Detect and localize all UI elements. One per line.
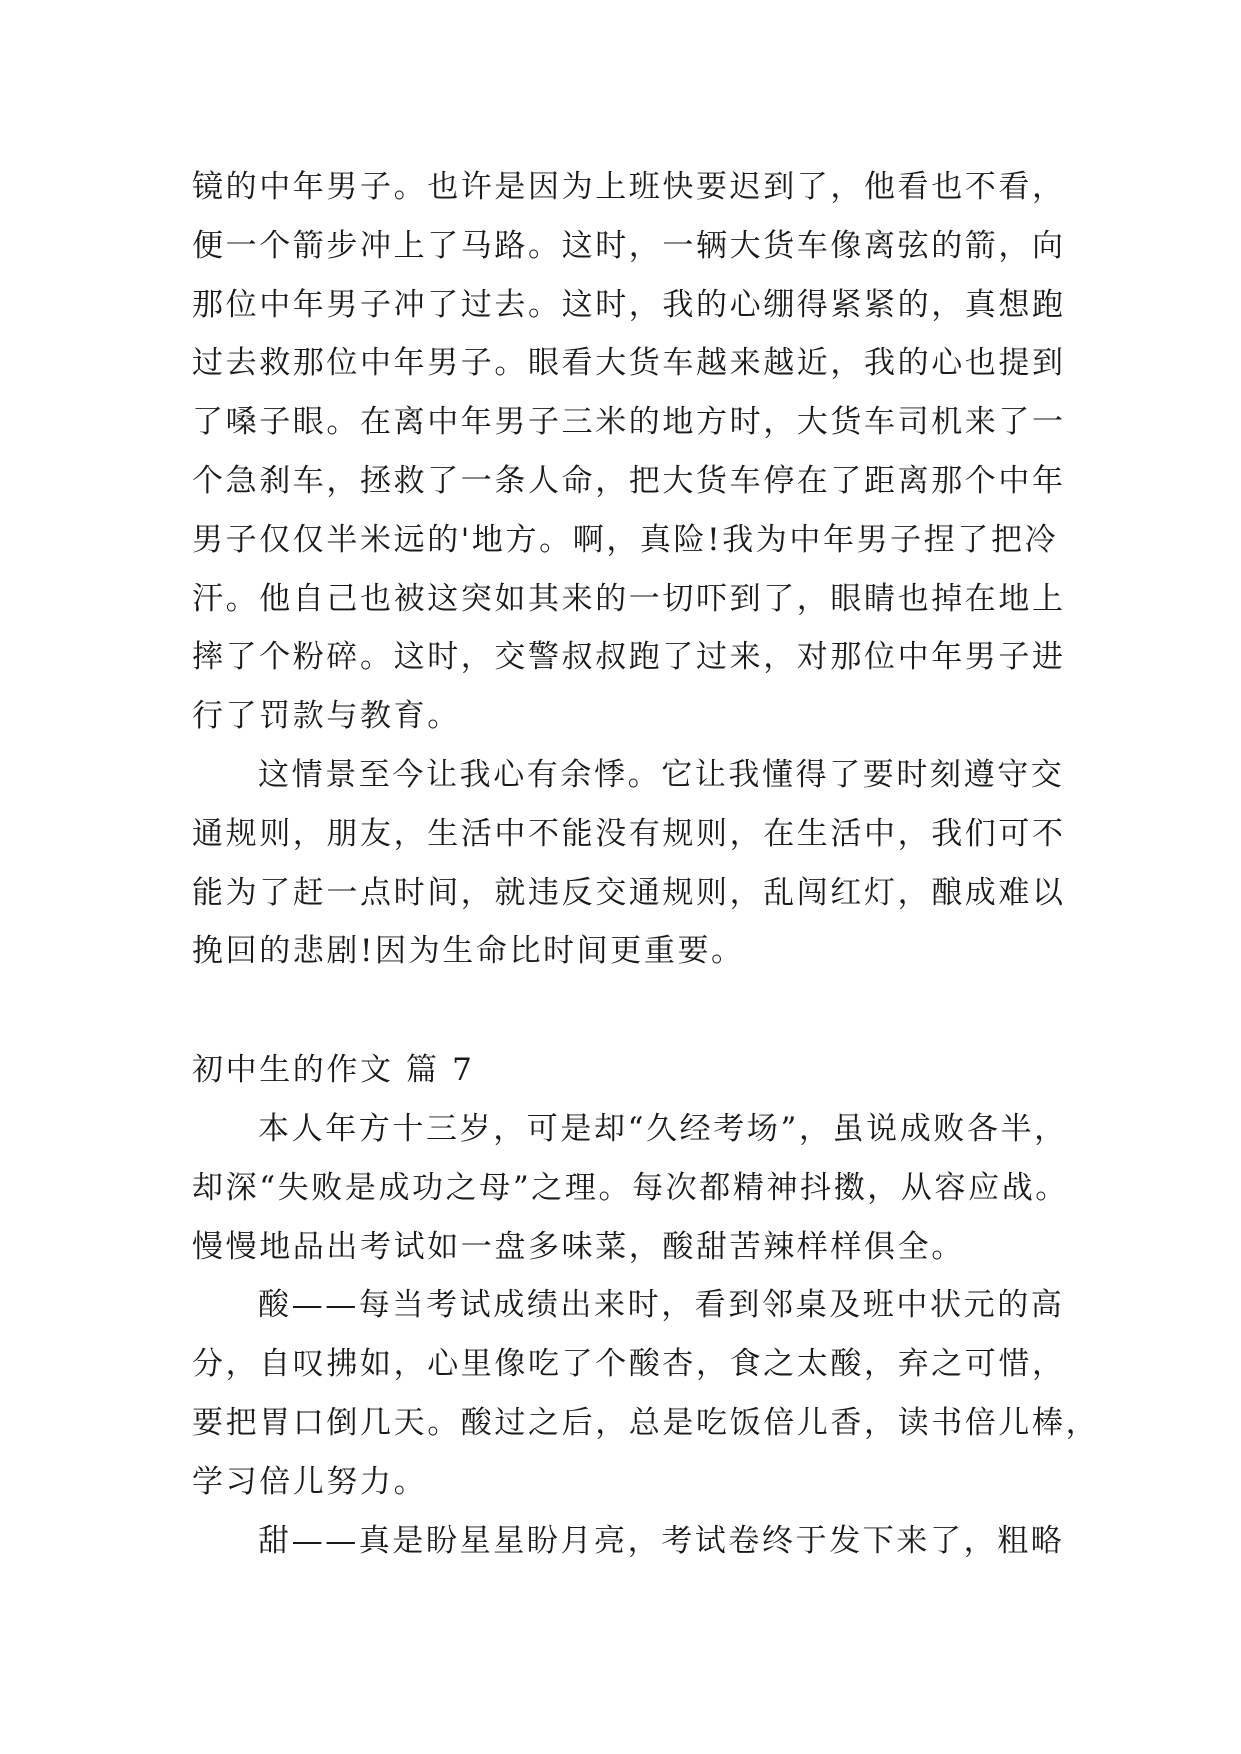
text-line: 男子仅仅半米远的'地方。啊，真险!我为中年男子捏了把冷 xyxy=(192,521,1059,558)
text-line: 行了罚款与教育。 xyxy=(192,698,461,735)
text-line: 这情景至今让我心有余悸。它让我懂得了要时刻遵守交 xyxy=(258,756,1065,793)
text-line: 摔了个粉碎。这时，交警叔叔跑了过来，对那位中年男子进 xyxy=(192,639,1066,676)
text-line: 学习倍儿努力。 xyxy=(192,1463,428,1500)
paragraph-lesson xyxy=(192,746,1072,981)
text-line: 那位中年男子冲了过去。这时，我的心绷得紧紧的，真想跑 xyxy=(192,286,1066,323)
text-line: 镜的中年男子。也许是因为上班快要迟到了，他看也不看， xyxy=(192,169,1066,205)
text-line: 挽回的悲剧!因为生命比时间更重要。 xyxy=(192,933,745,970)
text-line: 甜——真是盼星星盼月亮，考试卷终于发下来了，粗略 xyxy=(258,1522,1065,1559)
paragraph-intro xyxy=(192,1100,1072,1276)
text-line: 个急刹车，拯救了一条人命，把大货车停在了距离那个中年 xyxy=(192,462,1066,499)
text-line: 便一个箭步冲上了马路。这时，一辆大货车像离弦的箭，向 xyxy=(192,227,1066,264)
document-body xyxy=(192,158,1100,1570)
text-line: 了嗓子眼。在离中年男子三米的地方时，大货车司机来了一 xyxy=(192,404,1066,441)
paragraph-sweet xyxy=(192,1512,1072,1571)
essay-title: 初中生的作文 篇 7 xyxy=(192,1052,475,1089)
text-line: 分，自叹拂如，心里像吃了个酸杏，食之太酸，弃之可惜， xyxy=(192,1346,1066,1383)
text-line: 能为了赶一点时间，就违反交通规则，乱闯红灯，酿成难以 xyxy=(192,874,1066,911)
text-line: 要把胃口倒几天。酸过之后，总是吃饭倍儿香，读书倍儿棒， xyxy=(192,1404,1100,1441)
paragraph-incident xyxy=(192,158,1072,746)
text-line: 汗。他自己也被这突如其来的一切吓到了，眼睛也掉在地上 xyxy=(192,580,1066,617)
paragraph-sour xyxy=(192,1276,1100,1511)
text-line: 却深“失败是成功之母”之理。每次都精神抖擞，从容应战。 xyxy=(192,1169,1069,1206)
section-gap xyxy=(192,981,1072,1041)
text-line: 通规则，朋友，生活中不能没有规则，在生活中，我们可不 xyxy=(192,815,1066,852)
text-line: 过去救那位中年男子。眼看大货车越来越近，我的心也提到 xyxy=(192,345,1066,382)
text-line: 酸——每当考试成绩出来时，看到邻桌及班中状元的高 xyxy=(258,1287,1065,1324)
text-line: 本人年方十三岁，可是却“久经考场”，虽说成败各半， xyxy=(258,1110,1068,1147)
text-line: 慢慢地品出考试如一盘多味菜，酸甜苦辣样样俱全。 xyxy=(192,1228,965,1265)
